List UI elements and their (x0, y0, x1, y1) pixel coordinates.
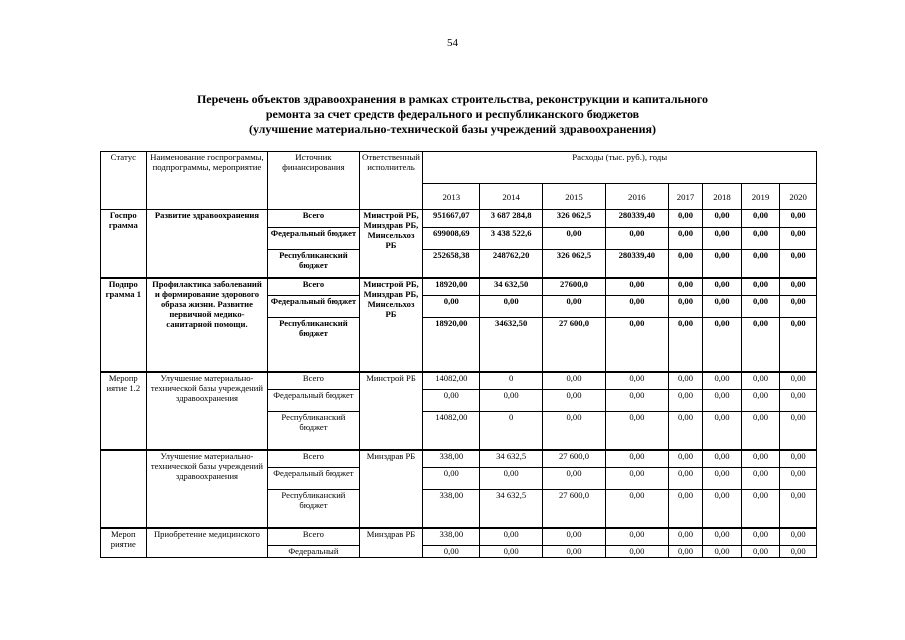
value-cell-2020: 0,00 (780, 490, 817, 528)
value-cell-2014: 3 438 522,6 (480, 228, 543, 250)
value-cell-2015: 27 600,0 (543, 490, 606, 528)
value-cell-2017: 0,00 (668, 228, 702, 250)
year-2015: 2015 (543, 184, 606, 210)
value-cell-2013: 252658,38 (423, 250, 480, 278)
value-cell-2014: 34632,50 (480, 318, 543, 372)
year-2017: 2017 (668, 184, 702, 210)
value-cell-2013: 338,00 (423, 490, 480, 528)
value-cell-2014: 0,00 (480, 390, 543, 412)
value-cell-2014: 34 632,5 (480, 490, 543, 528)
value-cell-2015: 0,00 (543, 468, 606, 490)
status-cell: Меропр иятие 1.2 (101, 372, 147, 450)
value-cell-2015: 27 600,0 (543, 450, 606, 468)
value-cell-2016: 0,00 (605, 490, 668, 528)
value-cell-2014: 0,00 (480, 468, 543, 490)
program-name-cell: Приобретение медицинского (146, 528, 268, 558)
responsible-cell: Минздрав РБ (359, 528, 423, 558)
page-number: 54 (447, 37, 458, 49)
value-cell-2014: 0 (480, 412, 543, 450)
value-cell-2016: 280339,40 (605, 250, 668, 278)
source-cell: Республиканский бюджет (268, 318, 359, 372)
header-row-1 (101, 152, 817, 184)
value-cell-2017: 0,00 (668, 412, 702, 450)
value-cell-2020: 0,00 (780, 278, 817, 296)
value-cell-2019: 0,00 (741, 250, 780, 278)
value-cell-2015: 0,00 (543, 296, 606, 318)
value-cell-2013: 18920,00 (423, 318, 480, 372)
value-cell-2016: 0,00 (605, 296, 668, 318)
value-cell-2013: 338,00 (423, 528, 480, 546)
value-cell-2016: 0,00 (605, 412, 668, 450)
value-cell-2020: 0,00 (780, 210, 817, 228)
responsible-cell: Минстрой РБ (359, 372, 423, 450)
value-cell-2019: 0,00 (741, 372, 780, 390)
source-cell: Федеральный бюджет (268, 296, 359, 318)
status-cell: Подпро грамма 1 (101, 278, 147, 372)
value-cell-2017: 0,00 (668, 546, 702, 558)
value-cell-2013: 951667,07 (423, 210, 480, 228)
value-cell-2013: 18920,00 (423, 278, 480, 296)
value-cell-2019: 0,00 (741, 412, 780, 450)
title-line-1: Перечень объектов здравоохранения в рамках строительства, реконструкции и капитального (196, 92, 709, 106)
value-cell-2020: 0,00 (780, 318, 817, 372)
value-cell-2015: 27 600,0 (543, 318, 606, 372)
source-cell: Федеральный бюджет (268, 228, 359, 250)
value-cell-2016: 0,00 (605, 372, 668, 390)
value-cell-2016: 0,00 (605, 318, 668, 372)
source-cell: Всего (268, 450, 359, 468)
value-cell-2015: 0,00 (543, 528, 606, 546)
value-cell-2015: 0,00 (543, 390, 606, 412)
value-cell-2015: 0,00 (543, 412, 606, 450)
value-cell-2017: 0,00 (668, 372, 702, 390)
value-cell-2014: 34 632,5 (480, 450, 543, 468)
value-cell-2020: 0,00 (780, 390, 817, 412)
header-status: Статус (101, 152, 147, 210)
value-cell-2020: 0,00 (780, 528, 817, 546)
value-cell-2020: 0,00 (780, 468, 817, 490)
value-cell-2017: 0,00 (668, 390, 702, 412)
expenses-table (100, 151, 817, 558)
value-cell-2018: 0,00 (703, 412, 742, 450)
value-cell-2020: 0,00 (780, 250, 817, 278)
value-cell-2018: 0,00 (703, 450, 742, 468)
value-cell-2013: 0,00 (423, 296, 480, 318)
value-cell-2018: 0,00 (703, 210, 742, 228)
value-cell-2013: 0,00 (423, 468, 480, 490)
value-cell-2018: 0,00 (703, 296, 742, 318)
title-line-3: (улучшение материально-технической базы учреждений здравоохранения) (248, 122, 656, 136)
source-cell: Федеральный бюджет (268, 390, 359, 412)
value-cell-2018: 0,00 (703, 318, 742, 372)
value-cell-2019: 0,00 (741, 318, 780, 372)
value-cell-2019: 0,00 (741, 278, 780, 296)
value-cell-2020: 0,00 (780, 412, 817, 450)
source-cell: Республиканский бюджет (268, 250, 359, 278)
value-cell-2019: 0,00 (741, 450, 780, 468)
document-title (0, 92, 905, 137)
value-cell-2018: 0,00 (703, 546, 742, 558)
program-name-cell: Развитие здравоохранения (146, 210, 268, 278)
responsible-cell: Минстрой РБ, Минздрав РБ, Минсельхоз РБ (359, 210, 423, 278)
value-cell-2019: 0,00 (741, 210, 780, 228)
value-cell-2018: 0,00 (703, 250, 742, 278)
value-cell-2013: 14082,00 (423, 372, 480, 390)
year-2013: 2013 (423, 184, 480, 210)
value-cell-2018: 0,00 (703, 390, 742, 412)
year-2014: 2014 (480, 184, 543, 210)
value-cell-2014: 34 632,50 (480, 278, 543, 296)
value-cell-2019: 0,00 (741, 228, 780, 250)
value-cell-2017: 0,00 (668, 468, 702, 490)
value-cell-2019: 0,00 (741, 490, 780, 528)
value-cell-2020: 0,00 (780, 296, 817, 318)
value-cell-2014: 0,00 (480, 528, 543, 546)
table-row (101, 528, 817, 546)
value-cell-2018: 0,00 (703, 468, 742, 490)
value-cell-2019: 0,00 (741, 468, 780, 490)
value-cell-2016: 0,00 (605, 546, 668, 558)
value-cell-2019: 0,00 (741, 296, 780, 318)
value-cell-2013: 338,00 (423, 450, 480, 468)
year-2020: 2020 (780, 184, 817, 210)
value-cell-2017: 0,00 (668, 528, 702, 546)
value-cell-2017: 0,00 (668, 296, 702, 318)
value-cell-2016: 0,00 (605, 278, 668, 296)
value-cell-2014: 3 687 284,8 (480, 210, 543, 228)
value-cell-2017: 0,00 (668, 450, 702, 468)
year-2019: 2019 (741, 184, 780, 210)
table-row (101, 210, 817, 228)
value-cell-2014: 0 (480, 372, 543, 390)
value-cell-2016: 280339,40 (605, 210, 668, 228)
program-name-cell: Улучшение материально-технической базы учреждений здравоохранения (146, 372, 268, 450)
value-cell-2019: 0,00 (741, 528, 780, 546)
value-cell-2015: 0,00 (543, 228, 606, 250)
source-cell: Всего (268, 210, 359, 228)
status-cell (101, 450, 147, 528)
value-cell-2016: 0,00 (605, 390, 668, 412)
value-cell-2020: 0,00 (780, 228, 817, 250)
value-cell-2015: 0,00 (543, 372, 606, 390)
value-cell-2017: 0,00 (668, 490, 702, 528)
status-cell: Госпро грамма (101, 210, 147, 278)
year-2018: 2018 (703, 184, 742, 210)
value-cell-2014: 0,00 (480, 546, 543, 558)
source-cell: Республиканский бюджет (268, 490, 359, 528)
value-cell-2018: 0,00 (703, 528, 742, 546)
value-cell-2014: 248762,20 (480, 250, 543, 278)
value-cell-2018: 0,00 (703, 278, 742, 296)
value-cell-2018: 0,00 (703, 372, 742, 390)
header-expenses: Расходы (тыс. руб.), годы (423, 152, 817, 184)
value-cell-2016: 0,00 (605, 528, 668, 546)
value-cell-2015: 326 062,5 (543, 250, 606, 278)
status-cell: Мероп риятие (101, 528, 147, 558)
value-cell-2019: 0,00 (741, 390, 780, 412)
table-row (101, 450, 817, 468)
value-cell-2020: 0,00 (780, 546, 817, 558)
header-name: Наименование госпрограммы, подпрограммы, мероприятие (146, 152, 268, 210)
header-responsible: Ответственный исполнитель (359, 152, 423, 210)
value-cell-2017: 0,00 (668, 318, 702, 372)
source-cell: Федеральный (268, 546, 359, 558)
value-cell-2013: 699008,69 (423, 228, 480, 250)
header-source: Источник финансирования (268, 152, 359, 210)
value-cell-2016: 0,00 (605, 228, 668, 250)
table-row (101, 372, 817, 390)
value-cell-2019: 0,00 (741, 546, 780, 558)
value-cell-2016: 0,00 (605, 468, 668, 490)
program-name-cell: Профилактика заболеваний и формирование здорового образа жизни. Развитие первичной медико-санитарной помощи. (146, 278, 268, 372)
source-cell: Всего (268, 278, 359, 296)
value-cell-2020: 0,00 (780, 450, 817, 468)
value-cell-2020: 0,00 (780, 372, 817, 390)
value-cell-2013: 0,00 (423, 546, 480, 558)
value-cell-2017: 0,00 (668, 250, 702, 278)
value-cell-2015: 27600,0 (543, 278, 606, 296)
value-cell-2017: 0,00 (668, 210, 702, 228)
value-cell-2013: 0,00 (423, 390, 480, 412)
value-cell-2014: 0,00 (480, 296, 543, 318)
source-cell: Всего (268, 528, 359, 546)
source-cell: Федеральный бюджет (268, 468, 359, 490)
source-cell: Республиканский бюджет (268, 412, 359, 450)
responsible-cell: Минздрав РБ (359, 450, 423, 528)
year-2016: 2016 (605, 184, 668, 210)
value-cell-2018: 0,00 (703, 228, 742, 250)
value-cell-2017: 0,00 (668, 278, 702, 296)
value-cell-2015: 326 062,5 (543, 210, 606, 228)
value-cell-2013: 14082,00 (423, 412, 480, 450)
title-line-2: ремонта за счет средств федерального и республиканского бюджетов (265, 107, 640, 121)
source-cell: Всего (268, 372, 359, 390)
responsible-cell: Минстрой РБ, Минздрав РБ, Минсельхоз РБ (359, 278, 423, 372)
program-name-cell: Улучшение материально-технической базы учреждений здравоохранения (146, 450, 268, 528)
value-cell-2015: 0,00 (543, 546, 606, 558)
value-cell-2018: 0,00 (703, 490, 742, 528)
table-row (101, 278, 817, 296)
value-cell-2016: 0,00 (605, 450, 668, 468)
